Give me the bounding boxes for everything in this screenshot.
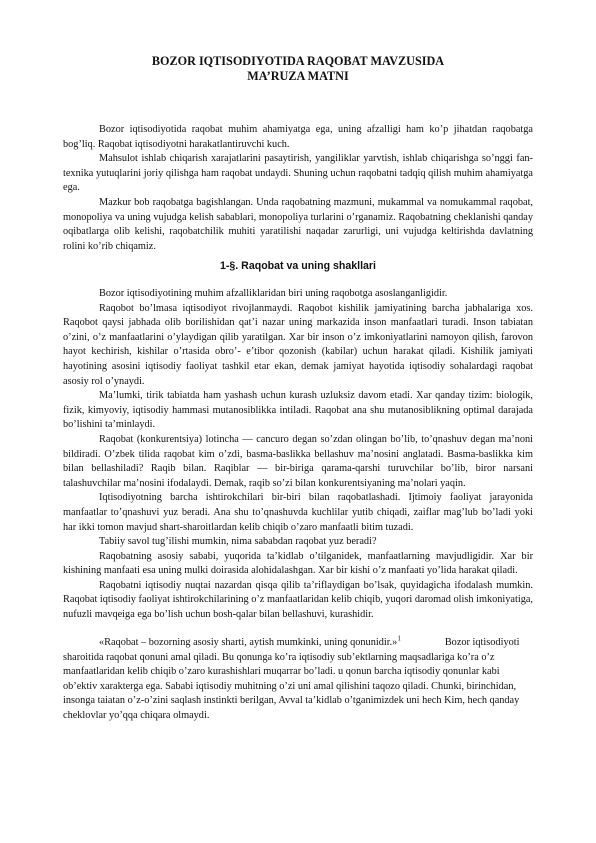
intro-paragraph: Mahsulot ishlab chiqarish xarajatlarini pasaytirish, yangiliklar yarvtish, ishlab chiqarishga so’nggi fan-texnika yutuqlarini joriy qilishga ham raqobat undaydi. Shuning uchun raqobatni tadqiq qilish muhim ahamiyatga ega. (63, 153, 533, 194)
quote-continuation: Bozor iqtisodiyoti sharoitida raqobat qonuni amal qiladi. Bu qonunga ko’ra iqtisodiy sub’ektlarning maqsadlariga ko’ra o’z manfaatlaridan kelib chiqib o’zaro kurashishlari muqarrar bo’ladi. u qonun barcha iqtisodiy qonunlar kabi ob’ektiv xarakterga ega. Sababi iqtisodiy muhitning o’zi uni amal qilishini taqozo qiladi. Chunki, birinchidan, insonga taiatan o’z-o’zini saqlash instinkti berilgan, Avval ta’kidlab o’tganimizdek uni hech Kim, hech qanday cheklovlar yo’qqa chiqara olmaydi. (63, 637, 520, 721)
quote-paragraph (63, 636, 533, 724)
quote-block (63, 636, 533, 724)
body-paragraph: Bozor iqtisodiyotining muhim afzalliklaridan biri uning raqobotga asoslanganligidir. (99, 288, 448, 299)
body-paragraph: Iqtisodiyotning barcha ishtirokchilari bir-biri bilan raqobatlashadi. Ijtimoiy faoliyat jarayonida manfaatlar to’qnashuvi yuz beradi. Ana shu to’qnashuvda kuchlilar yutib chiqadi, zaiflar mag’lub bo’ladi yoki har ikki tomon mavjud shart-sharoitlardan kelib chiqib o’zaro manfaatli bitim tuzadi. (63, 492, 533, 533)
intro-block (63, 123, 533, 254)
body-paragraph: Raqobatning asosiy sababi, yuqorida ta’kidlab o’tilganidek, manfaatlarning mavjudligidir. Xar bir kishining manfaati esa uning mulki doirasida alohidalashgan. Xar bir kishi o’z manfaati yo’lida harakat qiladi. (63, 550, 533, 577)
body-paragraph: Ma’lumki, tirik tabiatda ham yashash uchun kurash uzluksiz davom etadi. Xar qanday tizim: biologik, fizik, kimyoviy, iqtisodiy hammasi mutanosiblikka intiladi. Raqobat ana shu mutanosiblikning optimal darajada bo’lishini ta’minlaydi. (63, 390, 533, 431)
section-heading: 1-§. Raqobat va uning shakllari (219, 260, 376, 272)
quote-text: «Raqobat – bozorning asosiy sharti, aytish mumkinki, uning qonunidir.» (99, 637, 398, 648)
body-paragraph: Raqobat (konkurentsiya) lotincha — cancuro degan so’zdan olingan bo’lib, to’qnashuv degan ma’noni bildiradi. O’zbek tilida raqobat kim o’zdi, basma-baslikka bellashuv ma’nosini anglatadi. Basma-baslikka kim bilan bellashiladi? Raqib bilan. Raqiblar — bir-biriga qarama-qarshi turuvchilar bo’lib, biror narsani talashuvchilar ma’nosini ifodalaydi. Demak, raqib so’zi bilan konkurentsiyaning ma’nolari yaqin. (63, 433, 533, 489)
body-paragraph: Raqobatni iqtisodiy nuqtai nazardan qisqa qilib ta’riflaydigan bo’lsak, quyidagicha ifodalash mumkin. Raqobat iqtisodiy faoliyat ishtirokchilarining o’z manfaatlaridan kelib chiqib, yuqori daromad olish imkoniyatiga, nufuzli mavqeiga ega bo’lish uchun bosh-qalar bilan bellashuvi, kurashidir. (63, 579, 533, 621)
footnote-mark: 1 (397, 634, 401, 643)
document-title-line-2: MA’RUZA MATNI (247, 69, 349, 83)
document-title-line-1: BOZOR IQTISODIYOTIDA RAQOBAT MAVZUSIDA (151, 54, 445, 68)
body-paragraph: Tabiiy savol tug’ilishi mumkin, nima sababdan raqobat yuz beradi? (99, 536, 377, 548)
section-body (63, 287, 533, 623)
intro-paragraph: Mazkur bob raqobatga bagishlangan. Unda raqobatning mazmuni, mukammal va nomukammal raqobat, monopoliya va uning vujudga kelish sabablari, monopoliya turlarini o’rganamiz. Raqobatning cheklanishi qanday oqibatlarga olib kelishi, raqobatchilik muhiti yaratilishi naqadar zarurligi, uni vujudga keltirishda davlatning rolini ko’rib chiqamiz. (63, 196, 533, 252)
body-paragraph: Raqobot bo’lmasa iqtisodiyot rivojlanmaydi. Raqobot kishilik jamiyatining barcha jabhalariga xos. Raqobot qaysi jabhada olib borilishidan qat’i nazar uning markazida inson manfaatlari turadi. Inson tabiatan o’zini, o’z manfaatlarini o’ylaydigan qilib yaratilgan. Xar bir inson o’z imkoniyatlarini namoyon qilish, farovon hayot kechirish, kishilar o’rtasida obro’- e’tibor qozonish (kabilar) uchun harakat qiladi. Kishilik jamiyati hayotining asosini iqtisodiy faoliyat tashkil etar ekan, demak jamiyat hayotida iqtisodiy sohalardagi raqobat asosiy rol o’ynaydi. (63, 302, 533, 387)
intro-paragraph: Bozor iqtisodiyotida raqobat muhim ahamiyatga ega, uning afzalligi ham ko’p jihatdan raqobatga bog’liq. Raqobat iqtisodiyotni harakatlantiruvchi kuch. (63, 124, 533, 150)
